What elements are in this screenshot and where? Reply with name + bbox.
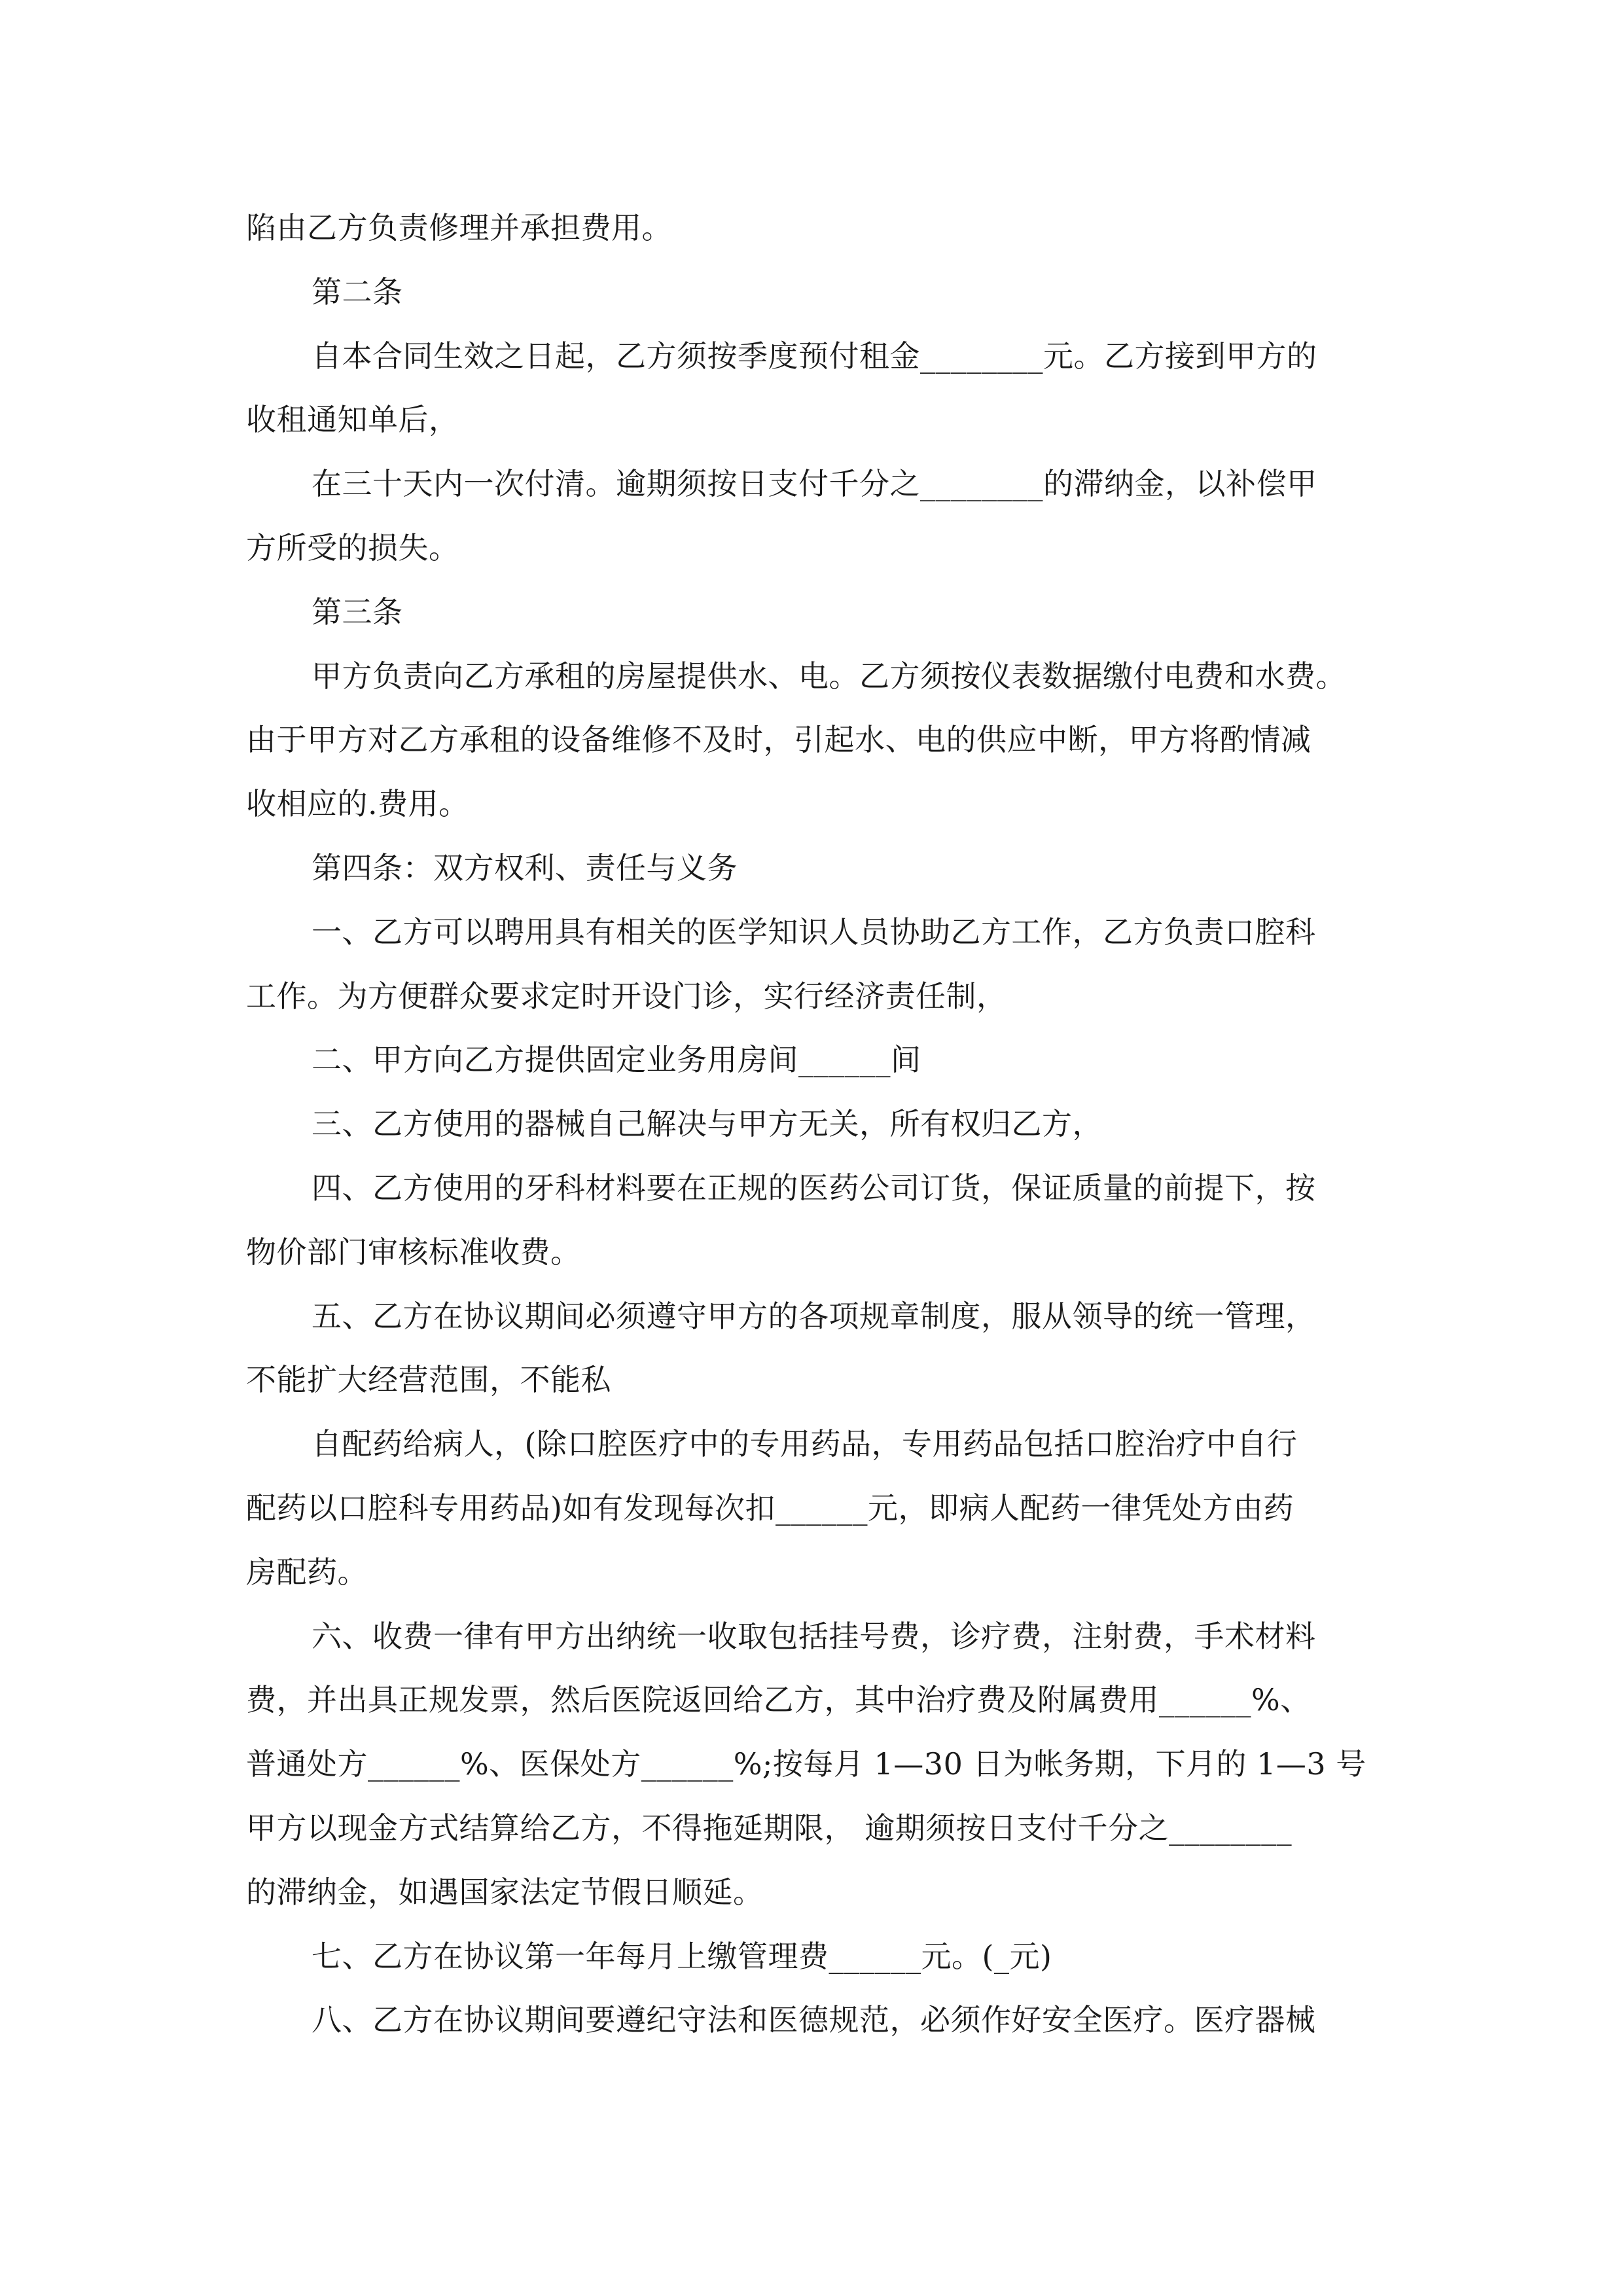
- text-line: 工作。为方便群众要求定时开设门诊，实行经济责任制，: [246, 978, 1007, 1014]
- text-line: 普通处方______%、医保处方______%;按每月 1—30 日为帐务期，下月的 1—3 号: [246, 1746, 1366, 1782]
- text-line: 方所受的损失。: [246, 529, 459, 565]
- text-line: 在三十天内一次付清。逾期须按日支付千分之________的滞纳金，以补偿甲: [312, 466, 1317, 502]
- text-line: 八、乙方在协议期间要遵纪守法和医德规范，必须作好安全医疗。医疗器械: [312, 2002, 1316, 2038]
- text-line: 自本合同生效之日起，乙方须按季度预付租金________元。乙方接到甲方的: [312, 338, 1317, 374]
- text-line: 一、乙方可以聘用具有相关的医学知识人员协助乙方工作，乙方负责口腔科: [312, 914, 1316, 950]
- text-line: 陷由乙方负责修理并承担费用。: [246, 210, 672, 245]
- text-line: 六、收费一律有甲方出纳统一收取包括挂号费，诊疗费，注射费，手术材料: [312, 1618, 1316, 1654]
- contract-body: [246, 196, 1378, 2053]
- section-heading: 第三条: [312, 594, 403, 630]
- text-line: 配药以口腔科专用药品)如有发现每次扣______元，即病人配药一律凭处方由药: [246, 1490, 1294, 1526]
- section-heading: 第四条：双方权利、责任与义务: [312, 850, 738, 886]
- text-line: 七、乙方在协议第一年每月上缴管理费______元。(_元): [312, 1938, 1052, 1974]
- text-line: 物价部门审核标准收费。: [246, 1234, 581, 1270]
- text-line: 三、乙方使用的器械自己解决与甲方无关，所有权归乙方，: [312, 1106, 1103, 1142]
- text-line: 四、乙方使用的牙科材料要在正规的医药公司订货，保证质量的前提下，按: [312, 1170, 1316, 1206]
- text-line: 费，并出具正规发票，然后医院返回给乙方，其中治疗费及附属费用______%、: [246, 1682, 1311, 1718]
- text-line: 的滞纳金，如遇国家法定节假日顺延。: [246, 1874, 764, 1910]
- text-line: 甲方以现金方式结算给乙方，不得拖延期限， 逾期须按日支付千分之________: [246, 1810, 1293, 1846]
- text-line: 由于甲方对乙方承租的设备维修不及时，引起水、电的供应中断，甲方将酌情减: [246, 722, 1311, 758]
- text-line: 甲方负责向乙方承租的房屋提供水、电。乙方须按仪表数据缴付电费和水费。: [312, 658, 1346, 694]
- text-line: 收租通知单后，: [246, 402, 459, 438]
- text-line: 房配药。: [246, 1554, 368, 1590]
- text-line: 收相应的.费用。: [246, 786, 469, 822]
- text-line: 自配药给病人，(除口腔医疗中的专用药品，专用药品包括口腔治疗中自行: [312, 1426, 1298, 1462]
- text-line: 不能扩大经营范围，不能私: [246, 1362, 611, 1398]
- text-line: 五、乙方在协议期间必须遵守甲方的各项规章制度，服从领导的统一管理，: [312, 1298, 1316, 1334]
- section-heading: 第二条: [312, 274, 403, 310]
- text-line: 二、甲方向乙方提供固定业务用房间______间: [312, 1042, 921, 1078]
